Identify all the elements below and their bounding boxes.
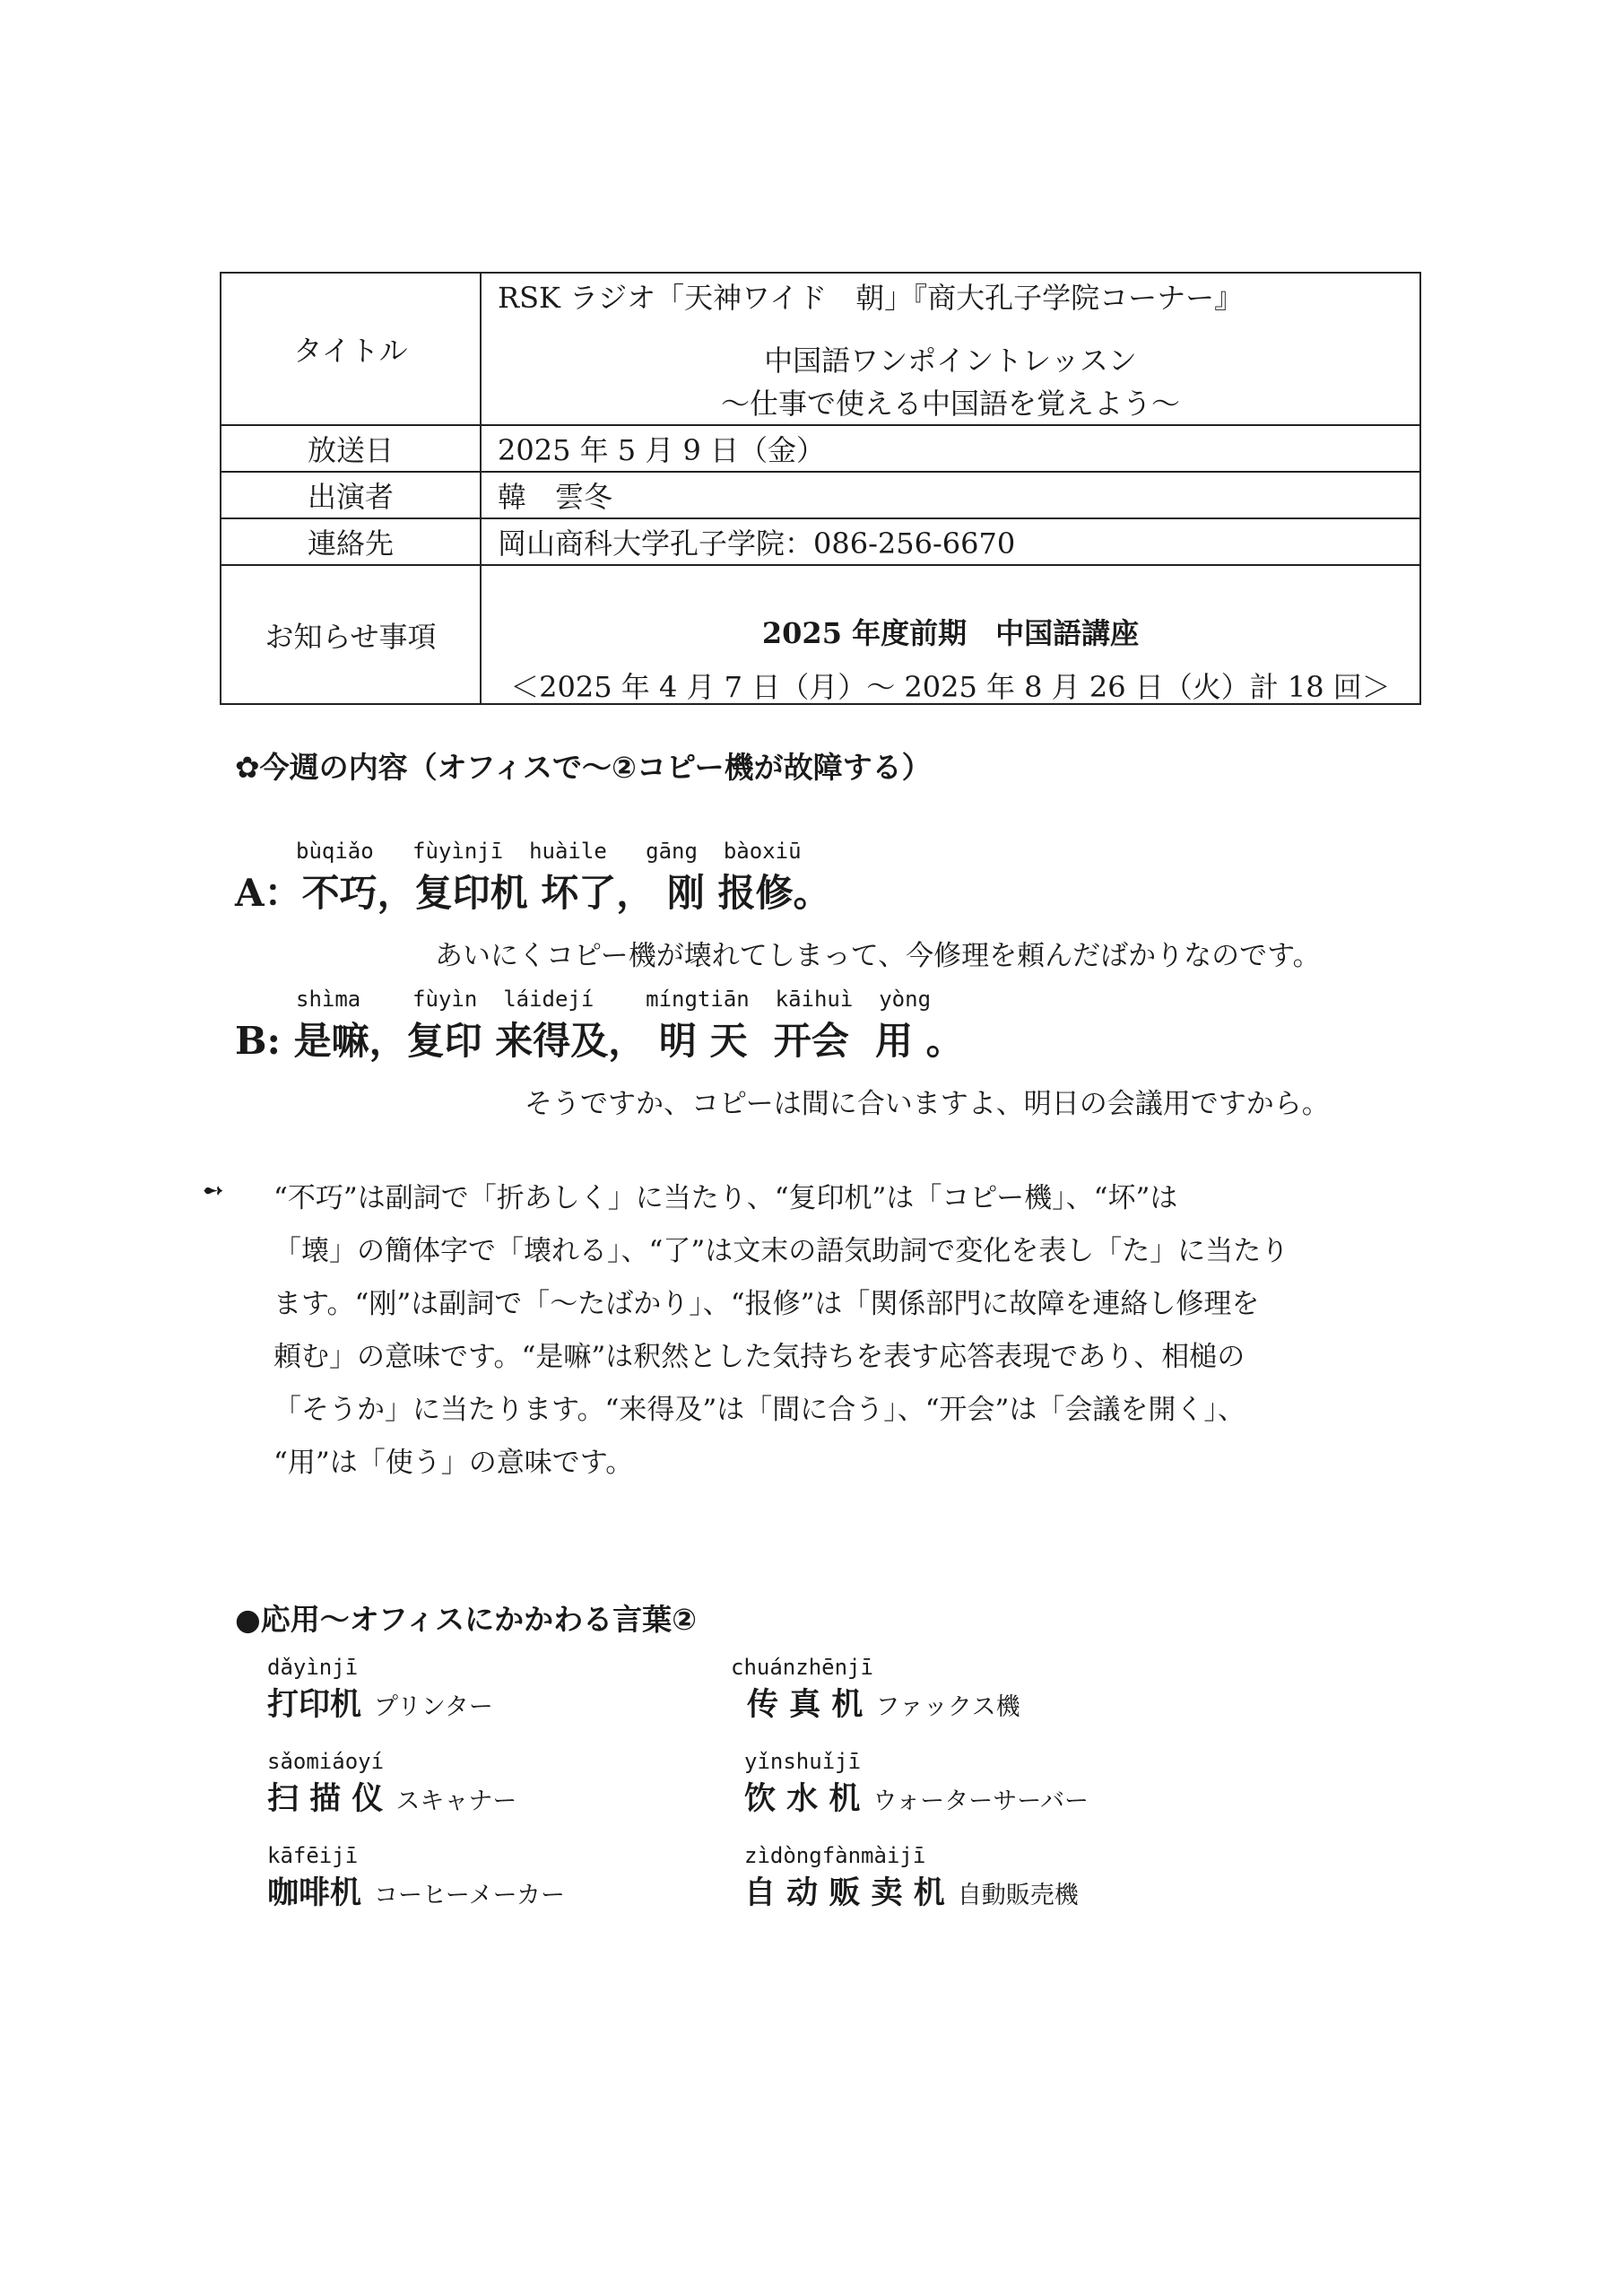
section-heading-this-week: ✿今週の内容（オフィスで〜②コピー機が故障する） bbox=[235, 750, 932, 785]
vocab-pinyin: sǎomiáoyí bbox=[267, 1749, 385, 1774]
vocab-pinyin: dǎyìnjī bbox=[267, 1655, 359, 1680]
title-label: タイトル bbox=[221, 273, 481, 425]
explanation-line: “不巧”は副詞で「折あしく」に当たり、“复印机”は「コピー機」、“坏”は bbox=[273, 1182, 1178, 1214]
vocab-meaning: ウォーターサーバー bbox=[872, 1787, 1089, 1815]
date-label: 放送日 bbox=[221, 425, 481, 472]
notice-label: お知らせ事項 bbox=[221, 565, 481, 704]
hand-pointer-icon: ➻ bbox=[202, 1175, 225, 1206]
contact-value: 岡山商科大学孔子学院：086-256-6670 bbox=[481, 518, 1420, 565]
explanation-paragraph bbox=[273, 1172, 1405, 1490]
notice-period: ＜2025 年 4 月 7 日（月）〜 2025 年 8 月 26 日（火）計 18 回＞ bbox=[510, 670, 1391, 704]
explanation-line: 「壊」の簡体字で「壊れる」、“了”は文末の語気助詞で変化を表し「た」に当たり bbox=[273, 1235, 1289, 1267]
pinyin-line-b: shìma fùyìn láidejí míngtiān kāihuì yòng bbox=[296, 987, 932, 1012]
explanation-line: “用”は「使う」の意味です。 bbox=[273, 1447, 634, 1479]
program-name: RSK ラジオ「天神ワイド 朝」『商大孔子学院コーナー』 bbox=[498, 281, 1244, 315]
vocab-word: 自 动 贩 卖 机 bbox=[744, 1874, 945, 1911]
vocab-pinyin: yǐnshuǐjī bbox=[744, 1749, 862, 1774]
vocab-word: 打印机 bbox=[267, 1686, 362, 1723]
date-value: 2025 年 5 月 9 日（金） bbox=[481, 425, 1420, 472]
vocab-word: 传 真 机 bbox=[747, 1686, 864, 1723]
contact-label: 連絡先 bbox=[221, 518, 481, 565]
vocab-meaning: ファックス機 bbox=[875, 1693, 1020, 1721]
section-heading-vocabulary: ●応用〜オフィスにかかわる言葉② bbox=[235, 1602, 698, 1637]
vocab-meaning: コーヒーメーカー bbox=[374, 1882, 566, 1909]
vocab-item bbox=[744, 1843, 1079, 1913]
vocab-pinyin: zìdòngfànmàijī bbox=[744, 1843, 926, 1868]
vocab-word: 咖啡机 bbox=[267, 1874, 362, 1911]
cast-value: 韓 雲冬 bbox=[481, 472, 1420, 518]
translation-a: あいにくコピー機が壊れてしまって、今修理を頼んだばかりなのです。 bbox=[435, 940, 1321, 972]
explanation-line: 「そうか」に当たります。“来得及”は「間に合う」、“开会”は「会議を開く」、 bbox=[273, 1394, 1245, 1426]
vocab-item bbox=[744, 1749, 1089, 1819]
dialogue-line-a: A：不巧，复印机 坏了， 刚 报修。 bbox=[235, 871, 831, 915]
vocab-pinyin: chuánzhēnjī bbox=[731, 1655, 873, 1680]
info-table bbox=[220, 272, 1421, 705]
vocab-meaning: プリンター bbox=[374, 1693, 493, 1721]
notice-cell bbox=[481, 565, 1420, 704]
vocab-item bbox=[267, 1843, 565, 1913]
lesson-title: 中国語ワンポイントレッスン bbox=[764, 344, 1137, 378]
vocab-word: 饮 水 机 bbox=[744, 1780, 861, 1817]
lesson-subtitle: 〜仕事で使える中国語を覚えよう〜 bbox=[720, 387, 1180, 421]
explanation-line: ます。“刚”は副詞で「〜たばかり」、“报修”は「関係部門に故障を連絡し修理を bbox=[273, 1288, 1260, 1320]
vocab-item bbox=[267, 1749, 516, 1819]
dialogue-line-b: B: 是嘛，复印 来得及， 明 天 开会 用 。 bbox=[235, 1019, 964, 1063]
vocab-item bbox=[731, 1655, 1020, 1725]
translation-b: そうですか、コピーは間に合いますよ、明日の会議用ですから。 bbox=[525, 1088, 1330, 1120]
title-cell bbox=[481, 273, 1420, 425]
vocab-meaning: 自動販売機 bbox=[957, 1882, 1079, 1909]
explanation-line: 頼む」の意味です。“是嘛”は釈然とした気持ちを表す応答表現であり、相槌の bbox=[273, 1341, 1245, 1373]
pinyin-line-a: bùqiǎo fùyìnjī huàile gāng bàoxiū bbox=[296, 839, 802, 864]
cast-label: 出演者 bbox=[221, 472, 481, 518]
notice-course: 2025 年度前期 中国語講座 bbox=[761, 616, 1140, 650]
vocab-pinyin: kāfēijī bbox=[267, 1843, 359, 1868]
vocab-word: 扫 描 仪 bbox=[267, 1780, 384, 1817]
vocab-meaning: スキャナー bbox=[395, 1787, 517, 1815]
vocab-item bbox=[267, 1655, 493, 1725]
